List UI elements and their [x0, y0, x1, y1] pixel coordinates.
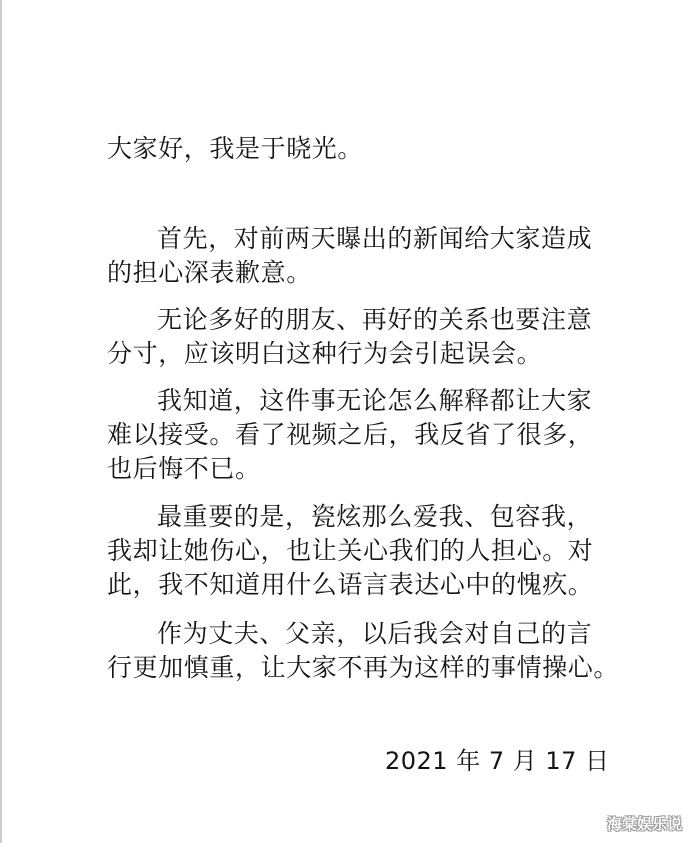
- paragraph-4-line-3: 此，我不知道用什么语言表达心中的愧疚。: [107, 570, 594, 599]
- paragraph-2-line-2: 分寸，应该明白这种行为会引起误会。: [107, 339, 543, 368]
- paragraph-3-line-2: 难以接受。看了视频之后，我反省了很多，: [107, 420, 594, 449]
- paragraph-5-line-2: 行更加慎重，让大家不再为这样的事情操心。: [107, 653, 620, 682]
- greeting-line: 大家好，我是于晓光。: [107, 134, 364, 163]
- watermark: 海棠娱乐说: [606, 815, 682, 833]
- paragraph-5-line-1: 作为丈夫、父亲，以后我会对自己的言: [157, 619, 593, 648]
- paragraph-4-line-2: 我却让她伤心，也让关心我们的人担心。对: [107, 536, 594, 565]
- statement-date: 2021 年 7 月 17 日: [385, 747, 610, 775]
- paragraph-3-line-1: 我知道，这件事无论怎么解释都让大家: [157, 386, 593, 415]
- page-left-edge: [0, 0, 2, 843]
- paragraph-4-line-1: 最重要的是，瓷炫那么爱我、包容我，: [157, 502, 593, 531]
- paragraph-1-line-1: 首先，对前两天曝出的新闻给大家造成: [157, 224, 593, 253]
- paragraph-2-line-1: 无论多好的朋友、再好的关系也要注意: [157, 305, 593, 334]
- paragraph-1-line-2: 的担心深表歉意。: [107, 258, 312, 287]
- paragraph-3-line-3: 也后悔不已。: [107, 454, 261, 483]
